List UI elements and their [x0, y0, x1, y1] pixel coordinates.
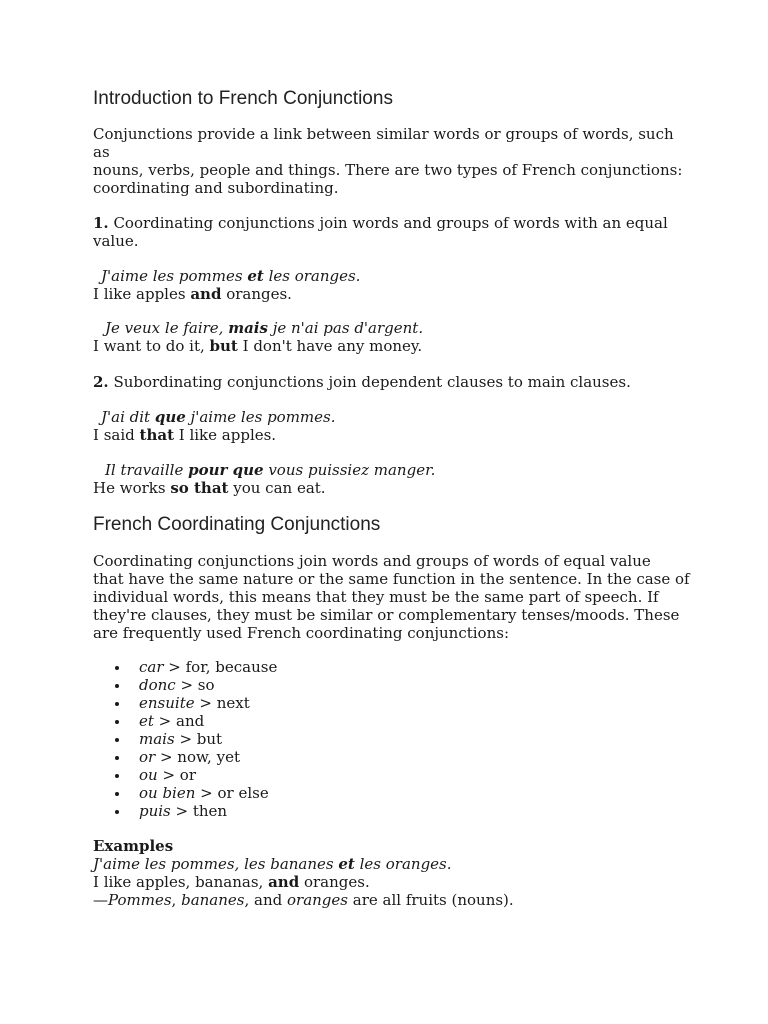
examples-note: —Pommes, bananes, and oranges are all fruits (nouns).: [93, 891, 514, 909]
example-1-french: J'aime les pommes et les oranges.: [101, 267, 361, 285]
intro-paragraph-line: nouns, verbs, people and things. There are two types of French conjunctions:: [93, 161, 683, 179]
list-item: mais > but: [93, 730, 693, 748]
example-3-english: I said that I like apples.: [93, 426, 277, 444]
examples-english: I like apples, bananas, and oranges.: [93, 873, 370, 891]
example-3-french: J'ai dit que j'aime les pommes.: [101, 408, 336, 426]
example-4-english: He works so that you can eat.: [93, 479, 326, 497]
examples-heading: Examples: [93, 837, 174, 855]
point-2: [93, 373, 693, 391]
bullet-icon: [115, 774, 119, 778]
example-1-english: I like apples and oranges.: [93, 285, 292, 303]
bullet-icon: [115, 720, 119, 724]
examples-block: [93, 837, 693, 909]
list-item: or > now, yet: [93, 748, 693, 766]
point-1: [93, 214, 693, 250]
example-2-french: Je veux le faire, mais je n'ai pas d'argent.: [105, 319, 424, 337]
coord-paragraph: [93, 552, 693, 642]
list-item: car > for, because: [93, 658, 693, 676]
coord-paragraph-line: individual words, this means that they must be the same part of speech. If: [93, 588, 659, 606]
coord-paragraph-line: they're clauses, they must be similar or complementary tenses/moods. These: [93, 606, 680, 624]
list-item: donc > so: [93, 676, 693, 694]
list-item: et > and: [93, 712, 693, 730]
document-page: [93, 0, 693, 909]
conjunction-list: [93, 658, 693, 820]
example-1: [93, 267, 693, 303]
bullet-icon: [115, 702, 119, 706]
intro-paragraph: [93, 125, 693, 197]
bullet-icon: [115, 666, 119, 670]
coord-title: French Coordinating Conjunctions: [93, 514, 381, 535]
list-item: ou > or: [93, 766, 693, 784]
point-2-number: 2.: [93, 373, 109, 391]
bullet-icon: [115, 810, 119, 814]
coord-paragraph-line: Coordinating conjunctions join words and groups of words of equal value: [93, 552, 651, 570]
coord-paragraph-line: are frequently used French coordinating conjunctions:: [93, 624, 510, 642]
bullet-icon: [115, 756, 119, 760]
examples-french: J'aime les pommes, les bananes et les oranges.: [93, 855, 452, 873]
list-item: ou bien > or else: [93, 784, 693, 802]
point-1-text-cont: value.: [93, 232, 139, 250]
point-2-text: Subordinating conjunctions join dependent clauses to main clauses.: [108, 373, 631, 391]
bullet-icon: [115, 738, 119, 742]
point-1-text: Coordinating conjunctions join words and groups of words with an equal: [108, 214, 668, 232]
example-2-english: I want to do it, but I don't have any money.: [93, 337, 423, 355]
example-4: [93, 461, 693, 497]
example-3: [93, 408, 693, 444]
bullet-icon: [115, 792, 119, 796]
example-2: [93, 319, 693, 355]
intro-title: Introduction to French Conjunctions: [93, 88, 393, 109]
coord-paragraph-line: that have the same nature or the same function in the sentence. In the case of: [93, 570, 690, 588]
point-1-number: 1.: [93, 214, 109, 232]
intro-paragraph-line: Conjunctions provide a link between similar words or groups of words, such as: [93, 125, 674, 161]
bullet-icon: [115, 684, 119, 688]
example-4-french: Il travaille pour que vous puissiez manger.: [105, 461, 436, 479]
intro-paragraph-line: coordinating and subordinating.: [93, 179, 339, 197]
list-item: puis > then: [93, 802, 693, 820]
list-item: ensuite > next: [93, 694, 693, 712]
